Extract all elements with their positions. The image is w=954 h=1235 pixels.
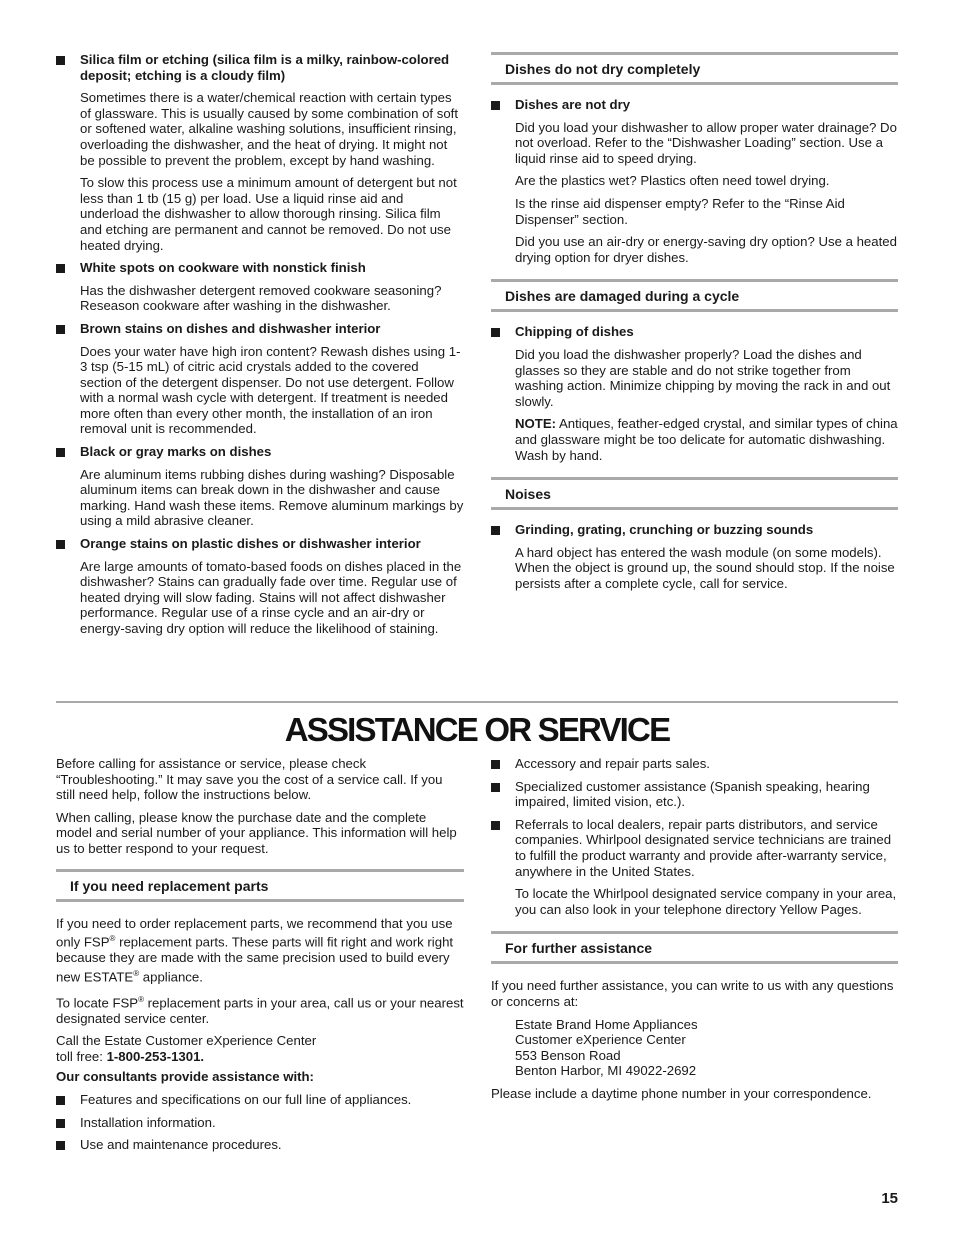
text: If you need to order replacement parts, we recommend that you use only FSP — [56, 915, 453, 950]
paragraph: A hard object has entered the wash module (on some models). When the object is ground up, the sound should stop. If the noise persists after a complete cycle, call for service. — [515, 544, 895, 591]
section-title-further: For further assistance — [491, 931, 898, 964]
paragraph: Has the dishwasher detergent removed cookware seasoning? Reseason cookware after washing in the dishwasher. — [80, 282, 442, 314]
list-item: Referrals to local dealers, repair parts distributors, and service companies. Whirlpool designated service technicians are trained to fulfill the product warranty and provide after-warranty service, anywhere in the United States. — [491, 817, 898, 879]
bullet-heading: Black or gray marks on dishes — [56, 444, 464, 460]
paragraph: Did you use an air-dry or energy-saving dry option? Use a heated drying option for dryer dishes. — [515, 234, 897, 265]
list-item: Accessory and repair parts sales. — [491, 756, 898, 772]
locate-paragraph — [56, 992, 464, 1027]
address-line: Benton Harbor, MI 49022-2692 — [515, 1063, 697, 1079]
troubleshooting-left-column — [56, 52, 464, 644]
list-item: Features and specifications on our full line of appliances. — [56, 1092, 464, 1108]
list-item: Specialized customer assistance (Spanish speaking, hearing impaired, limited vision, etc.). — [491, 779, 898, 810]
paragraph: Are the plastics wet? Plastics often need towel drying. — [515, 173, 830, 189]
troubleshooting-right-column — [491, 52, 898, 598]
page-number: 15 — [881, 1190, 898, 1207]
paragraph: Before calling for assistance or service, please check “Troubleshooting.” It may save you the cost of a service call. If you still need help, follow the instructions below. — [56, 756, 443, 803]
paragraph: Sometimes there is a water/chemical reaction with certain types of glassware. This is usually caused by some combination of soft or softened water, alkaline washing solutions, insufficient rinsing, overloading the dishwasher, and the heat of drying. It might not be possible to prevent the problem, except by hand washing. — [80, 90, 458, 168]
registered-mark: ® — [133, 968, 140, 978]
bullet-heading: Orange stains on plastic dishes or dishwasher interior — [56, 536, 464, 552]
paragraph: If you need further assistance, you can write to us with any questions or concerns at: — [491, 978, 894, 1009]
note-paragraph — [491, 416, 898, 463]
bullet-heading: White spots on cookware with nonstick finish — [56, 260, 464, 276]
paragraph: Did you load your dishwasher to allow proper water drainage? Do not overload. Refer to the “Dishwasher Loading” section. Use a liquid rinse aid to speed drying. — [515, 119, 897, 166]
registered-mark: ® — [138, 994, 144, 1004]
list-item: Installation information. — [56, 1115, 464, 1131]
paragraph: To slow this process use a minimum amount of detergent but not less than 1 tb (15 g) per load. Use a liquid rinse aid and underload the dishwasher to allow thorough rinsing. Silica film and etching are permanent and cannot be removed. Do not use heated drying. — [80, 175, 457, 253]
assistance-right-column — [491, 756, 898, 1109]
replacement-paragraph — [56, 916, 464, 985]
text: replacement parts in your area, call us or your nearest designated service center. — [56, 995, 464, 1026]
section-title-dry: Dishes do not dry completely — [491, 52, 898, 85]
phone-number: 1-800-253-1301. — [106, 1048, 205, 1064]
paragraph: Is the rinse aid dispenser empty? Refer to the “Rinse Aid Dispenser” section. — [515, 195, 845, 227]
paragraph: To locate the Whirlpool designated service company in your area, you can also look in your telephone directory Yellow Pages. — [515, 886, 897, 917]
text: appliance. — [139, 969, 203, 985]
call-paragraph — [56, 1033, 464, 1064]
bullet-heading: Brown stains on dishes and dishwasher interior — [56, 321, 464, 337]
note-label: NOTE: — [515, 416, 557, 432]
bullet-heading: Silica film or etching (silica film is a milky, rainbow-colored deposit; etching is a cloudy film) — [56, 52, 464, 83]
paragraph: Does your water have high iron content? Rewash dishes using 1-3 tsp (5-15 mL) of citric acid crystals added to the covered section of the detergent dispenser. Do not use detergent. Follow with a normal wash cycle with detergent. If treatment is needed more often than every other month, the installation of an iron removal unit is recommended. — [80, 343, 461, 437]
text: To locate FSP — [56, 995, 139, 1011]
address-line: 553 Benson Road — [515, 1047, 621, 1063]
assistance-left-column — [56, 756, 464, 1160]
bullet-heading: Dishes are not dry — [491, 97, 898, 113]
address-line: Customer eXperience Center — [515, 1032, 686, 1048]
registered-mark: ® — [109, 934, 116, 944]
paragraph: Are large amounts of tomato-based foods on dishes placed in the dishwasher? Stains can gradually fade over time. Regular use of heated drying will slow fading. Stains will not affect dishwasher performance. Regular use of a rinse cycle and an air-dry or energy-saving dry option will reduce the likelihood of staining. — [80, 558, 462, 636]
section-title-noises: Noises — [491, 477, 898, 510]
consultants-heading: Our consultants provide assistance with: — [56, 1069, 314, 1085]
text: replacement parts. These parts will fit right and work right because they are made with the same precision used to build every new ESTATE — [56, 934, 454, 985]
address-block — [491, 1017, 898, 1079]
bullet-heading: Grinding, grating, crunching or buzzing sounds — [491, 522, 898, 538]
section-divider — [56, 701, 898, 703]
paragraph: Please include a daytime phone number in your correspondence. — [491, 1085, 872, 1101]
page-title: ASSISTANCE OR SERVICE — [284, 711, 670, 748]
section-title-replacement: If you need replacement parts — [56, 869, 464, 902]
paragraph: Are aluminum items rubbing dishes during washing? Disposable aluminum items can break down in the dishwasher and cause marking. Hand wash these items. Remove aluminum markings by using a mild abrasive cleaner. — [80, 466, 464, 529]
address-line: Estate Brand Home Appliances — [515, 1016, 698, 1032]
list-item: Use and maintenance procedures. — [56, 1137, 464, 1153]
text: toll free: — [56, 1048, 107, 1064]
section-title-damaged: Dishes are damaged during a cycle — [491, 279, 898, 312]
text: Call the Estate Customer eXperience Center — [56, 1033, 317, 1049]
paragraph: Did you load the dishwasher properly? Load the dishes and glasses so they are stable and do not strike together from washing action. Minimize chipping by moving the rack in and out slowly. — [515, 346, 891, 409]
note-text: Antiques, feather-edged crystal, and similar types of china and glassware might be too delicate for automatic dishwashing. Wash by hand. — [515, 416, 898, 463]
bullet-heading: Chipping of dishes — [491, 324, 898, 340]
paragraph: When calling, please know the purchase date and the complete model and serial number of your appliance. This information will help us to better respond to your request. — [56, 809, 457, 856]
